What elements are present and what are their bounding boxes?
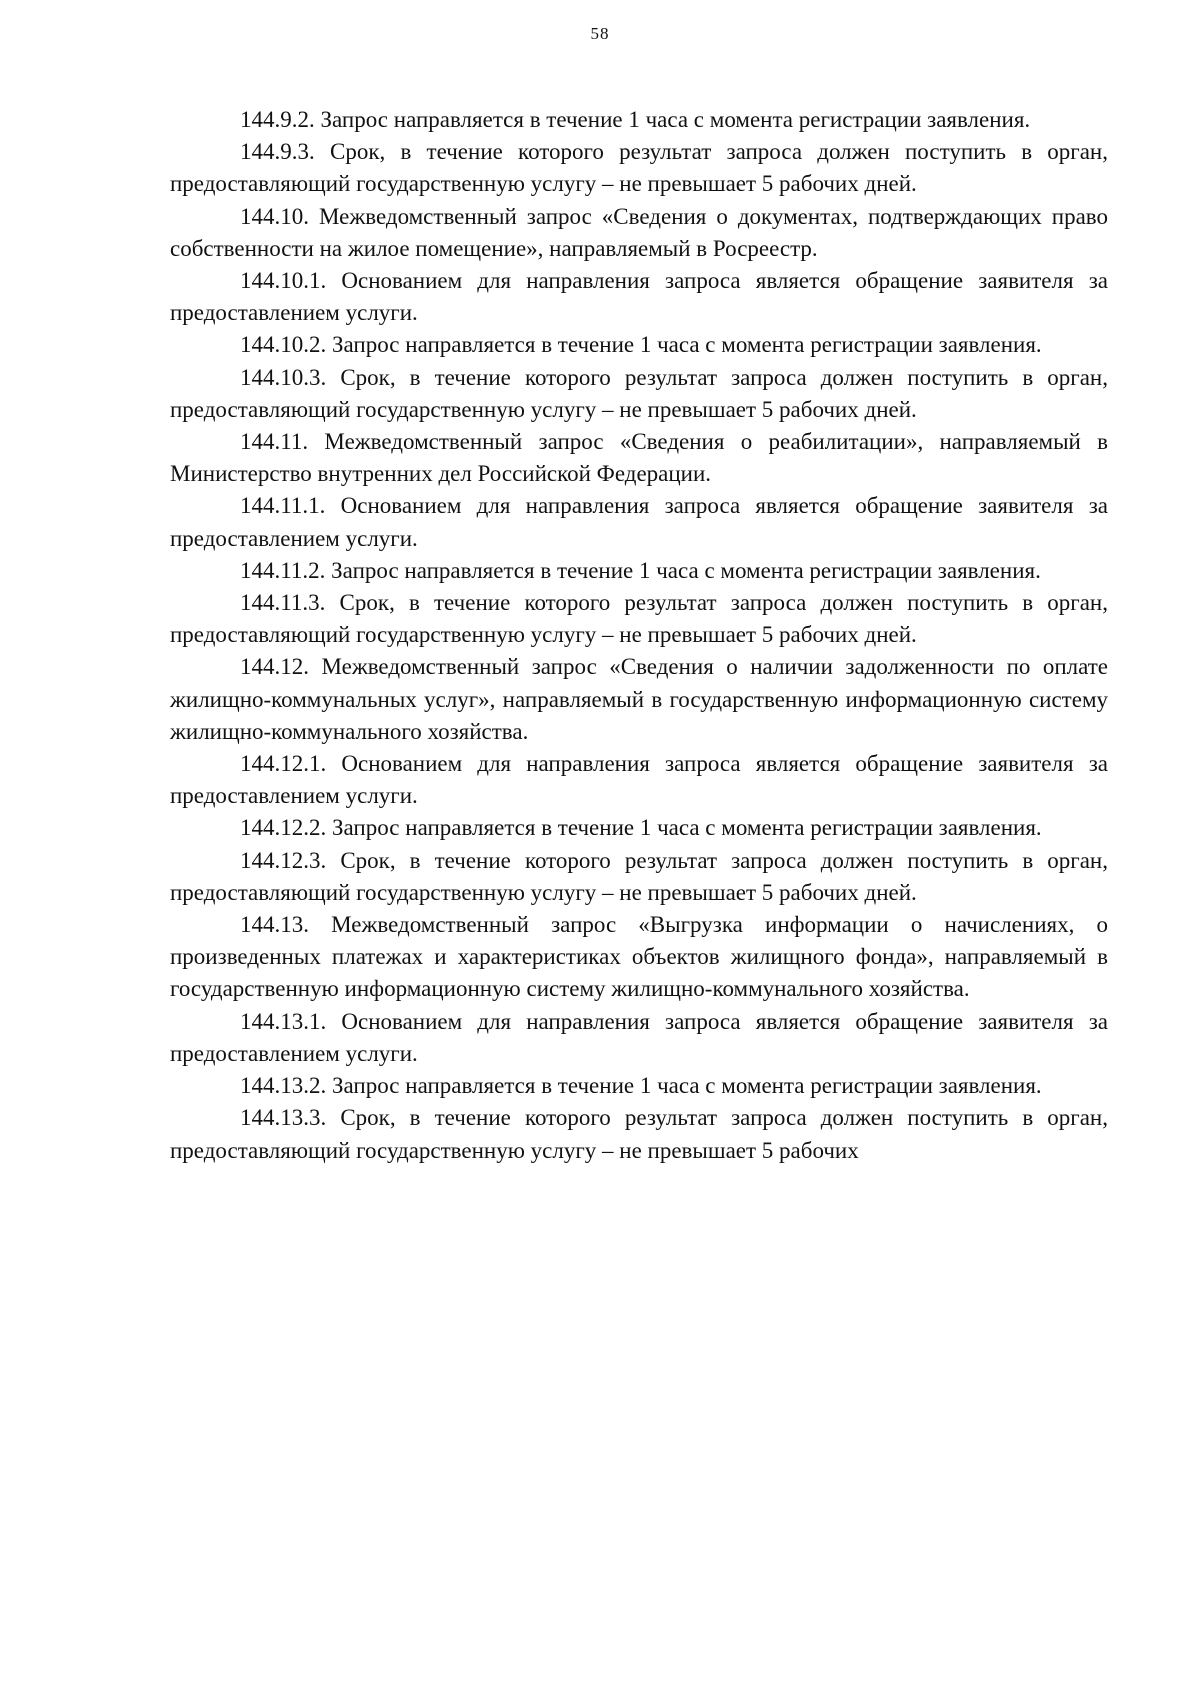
paragraph-144-12: 144.12. Межведомственный запрос «Сведения о наличии задолженности по оплате жилищно-коммунальных услуг», направляемый в государственную информационную систему жилищно-коммунального хозяйства. (170, 654, 1108, 744)
paragraph-144-10-1: 144.10.1. Основанием для направления запроса является обращение заявителя за предоставлением услуги. (170, 268, 1108, 326)
document-body (170, 104, 1108, 1167)
paragraph-144-9-3: 144.9.3. Срок, в течение которого результат запроса должен поступить в орган, предоставляющий государственную услугу – не превышает 5 рабочих дней. (170, 139, 1108, 197)
paragraph-144-11-2: 144.11.2. Запрос направляется в течение 1 часа с момента регистрации заявления. (240, 557, 1041, 583)
paragraph-144-10-2: 144.10.2. Запрос направляется в течение 1 часа с момента регистрации заявления. (240, 332, 1042, 358)
paragraph-144-10-3: 144.10.3. Срок, в течение которого результат запроса должен поступить в орган, предоставляющий государственную услугу – не превышает 5 рабочих дней. (170, 364, 1108, 422)
paragraph-144-13-2: 144.13.2. Запрос направляется в течение 1 часа с момента регистрации заявления. (240, 1073, 1042, 1099)
paragraph-144-11: 144.11. Межведомственный запрос «Сведения о реабилитации», направляемый в Министерство внутренних дел Российской Федерации. (170, 429, 1108, 487)
paragraph-144-9-2: 144.9.2. Запрос направляется в течение 1 часа с момента регистрации заявления. (240, 107, 1031, 132)
paragraph-144-12-2: 144.12.2. Запрос направляется в течение 1 часа с момента регистрации заявления. (240, 815, 1042, 841)
paragraph-144-13-1: 144.13.1. Основанием для направления запроса является обращение заявителя за предоставлением услуги. (170, 1008, 1108, 1066)
paragraph-144-12-1: 144.12.1. Основанием для направления запроса является обращение заявителя за предоставлением услуги. (170, 751, 1108, 809)
paragraph-144-13-3: 144.13.3. Срок, в течение которого результат запроса должен поступить в орган, предоставляющий государственную услугу – не превышает 5 рабочих (170, 1105, 1108, 1163)
paragraph-144-12-3: 144.12.3. Срок, в течение которого результат запроса должен поступить в орган, предоставляющий государственную услугу – не превышает 5 рабочих дней. (170, 847, 1108, 905)
paragraph-144-13: 144.13. Межведомственный запрос «Выгрузка информации о начислениях, о произведенных платежах и характеристиках объектов жилищного фонда», направляемый в государственную информационную систему жилищно-коммунального хозяйства. (170, 912, 1108, 1002)
page-number: 58 (590, 24, 610, 43)
paragraph-144-11-1: 144.11.1. Основанием для направления запроса является обращение заявителя за предоставлением услуги. (170, 493, 1108, 551)
paragraph-144-10: 144.10. Межведомственный запрос «Сведения о документах, подтверждающих право собственности на жилое помещение», направляемый в Росреестр. (170, 203, 1108, 261)
paragraph-144-11-3: 144.11.3. Срок, в течение которого результат запроса должен поступить в орган, предоставляющий государственную услугу – не превышает 5 рабочих дней. (170, 590, 1108, 648)
